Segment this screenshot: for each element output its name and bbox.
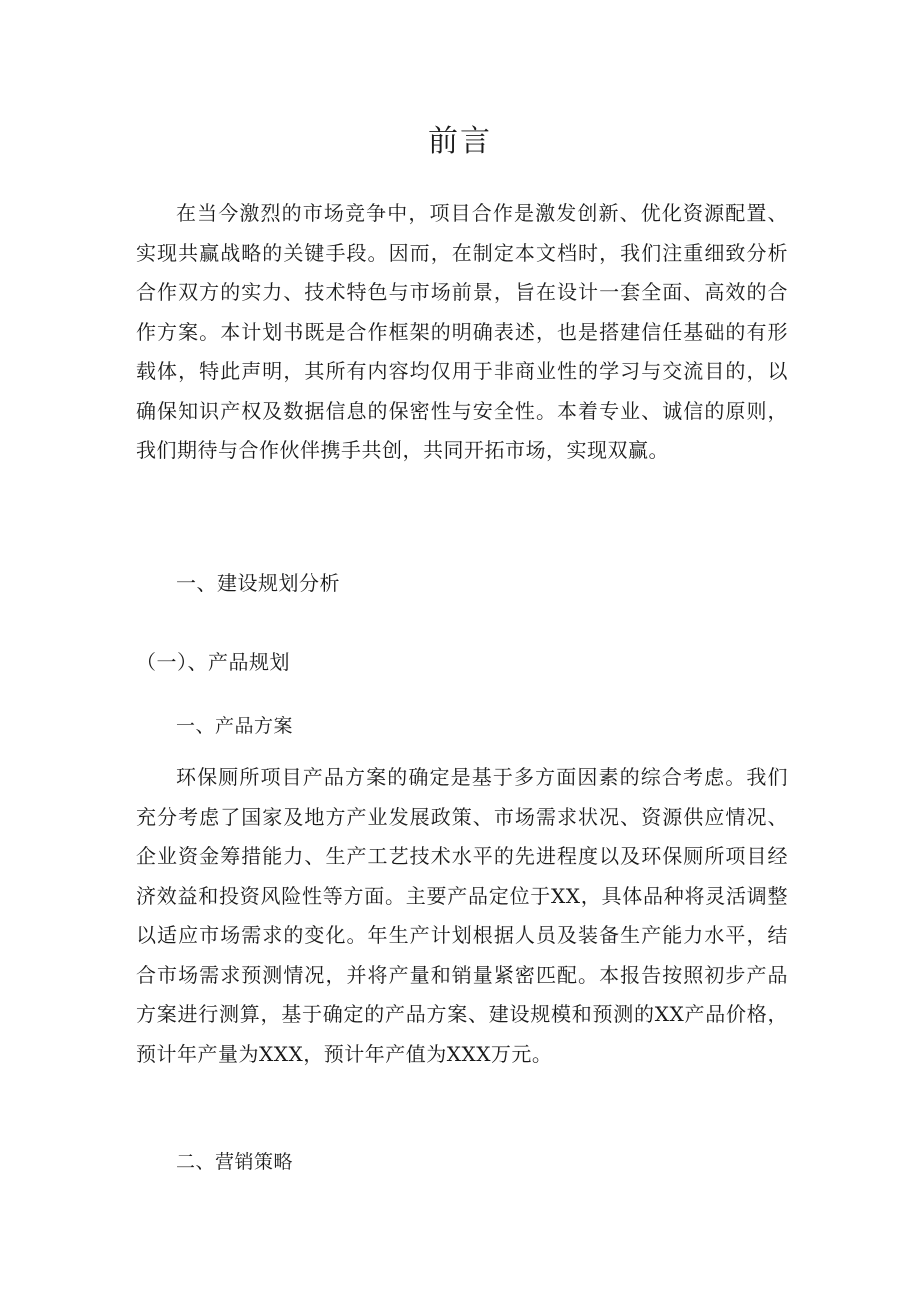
product-plan-paragraph: 环保厕所项目产品方案的确定是基于多方面因素的综合考虑。我们充分考虑了国家及地方产业发展政策、市场需求状况、资源供应情况、企业资金筹措能力、生产工艺技术水平的先进程度以及环保厕所项目经济效益和投资风险性等方面。主要产品定位于XX，具体品种将灵活调整以适应市场需求的变化。年生产计划根据人员及装备生产能力水平，结合市场需求预测情况，并将产量和销量紧密匹配。本报告按照初步产品方案进行测算，基于确定的产品方案、建设规模和预测的XX产品价格，预计年产量为XXX，预计年产值为XXX万元。	[136, 765, 788, 1066]
page-title: 前言	[428, 124, 492, 159]
intro-paragraph: 在当今激烈的市场竞争中，项目合作是激发创新、优化资源配置、实现共赢战略的关键手段。因而，在制定本文档时，我们注重细致分析合作双方的实力、技术特色与市场前景，旨在设计一套全面、高效的合作方案。本计划书既是合作框架的明确表述，也是搭建信任基础的有形载体，特此声明，其所有内容均仅用于非商业性的学习与交流目的，以确保知识产权及数据信息的保密性与安全性。本着专业、诚信的原则，我们期待与合作伙伴携手共创，共同开拓市场，实现双赢。	[136, 201, 788, 462]
subsection-heading-product-planning: （一）、产品规划	[136, 650, 290, 674]
section-heading-construction-planning: 一、建设规划分析	[176, 571, 340, 595]
heading-marketing-strategy: 二、营销策略	[176, 1151, 294, 1173]
heading-product-plan: 一、产品方案	[176, 715, 294, 737]
